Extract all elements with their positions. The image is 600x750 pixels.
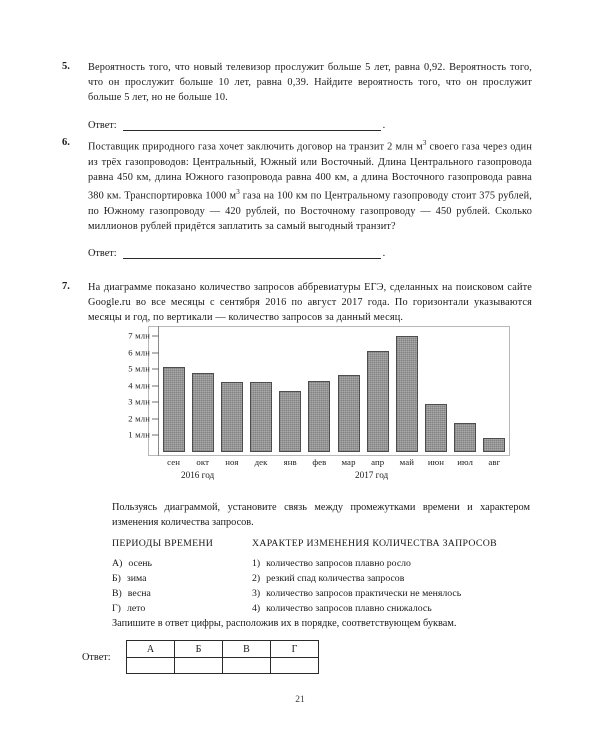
- chart-x-tick-label: авг: [488, 457, 501, 467]
- answer-table-header-cell: Б: [175, 641, 223, 658]
- chart-y-tick-label: 6 млн: [128, 347, 150, 358]
- chart-bar: [367, 351, 389, 452]
- chart-bars: [159, 326, 509, 452]
- matching-period-item-key: А): [112, 558, 123, 569]
- matching-character-item-label: количество запросов практически не менялось: [266, 588, 462, 599]
- problem-6-text-part2: своего газа через один из трёх газопроводов: Центральный, Южный или Восточный. Длина Центрального газопровода равна 450 км, длина Южного газопровода равна 400 км, а длина Восточного газопровода равна 380 км. Транспортировка 1000 м: [88, 141, 532, 202]
- answer-table-value-row: [127, 658, 319, 674]
- chart-bar-cell: [480, 326, 509, 452]
- problem-7-text: На диаграмме показано количество запросов аббревиатуры ЕГЭ, сделанных на поисковом сайте Google.ru во все месяцы с сентября 2016 по август 2017 года. По горизонтали указываются месяцы и год, по вертикали — количество запросов за данный месяц.: [88, 282, 532, 324]
- chart-y-tick-mark: [152, 335, 159, 336]
- matching-character-item-key: 4): [252, 603, 261, 614]
- answer-table-input-cell[interactable]: [223, 658, 271, 674]
- problem-7: [62, 280, 532, 326]
- chart-y-tick-label: 4 млн: [128, 380, 150, 391]
- matching-section: [112, 538, 532, 616]
- problem-7-number: 7.: [62, 281, 70, 292]
- problem-5-text: Вероятность того, что новый телевизор прослужит больше 5 лет, равна 0,92. Вероятность того, что он прослужит больше 10 лет, равна 0,39. Найдите вероятность того, что он прослужит больше 5 лет, но не больше 10.: [88, 62, 532, 104]
- matching-period-item-label: лето: [126, 603, 146, 614]
- matching-period-item-key: Б): [112, 573, 121, 584]
- chart-y-tick-label: 5 млн: [128, 363, 150, 374]
- matching-periods-header: ПЕРИОДЫ ВРЕМЕНИ: [112, 538, 214, 549]
- chart-x-tick-label: апр: [371, 457, 385, 467]
- answer-table-header-row: [127, 641, 319, 658]
- answer-table-header-cell: А: [127, 641, 175, 658]
- matching-character-item-label: количество запросов плавно росло: [266, 558, 411, 569]
- chart-bar: [483, 438, 505, 452]
- chart-x-tick-label: окт: [196, 457, 210, 467]
- answer-table-input-cell[interactable]: [271, 658, 319, 674]
- chart-bar-cell: [305, 326, 334, 452]
- chart-x-axis-labels: [159, 457, 509, 467]
- chart-x-tick-label: май: [399, 457, 415, 467]
- matching-character-item-key: 2): [252, 573, 261, 584]
- chart-x-tick-label: июл: [457, 457, 474, 467]
- chart-bar-cell: [334, 326, 363, 452]
- chart-y-tick-mark: [152, 369, 159, 370]
- matching-character-item: [252, 601, 532, 616]
- problem-6-exponent-2: 3: [236, 188, 240, 197]
- matching-characters-header: ХАРАКТЕР ИЗМЕНЕНИЯ КОЛИЧЕСТВА ЗАПРОСОВ: [252, 538, 497, 549]
- answer-table-input-cell[interactable]: [175, 658, 223, 674]
- matching-character-item-key: 3): [252, 588, 261, 599]
- chart-x-tick-label: дек: [254, 457, 268, 467]
- problem-6-exponent-1: 3: [422, 139, 427, 147]
- problem-5-answer-label: Ответ:: [88, 119, 117, 131]
- chart-y-tick-mark: [152, 435, 159, 436]
- matching-period-item-label: весна: [127, 588, 151, 599]
- problem-6-answer-input[interactable]: [123, 247, 381, 259]
- problem-6-text-part3: газа на 100 км по Центральному газопроводу стоит 375 рублей, по Южному газопроводу — 420 рублей, по Восточному газопроводу — 450 рублей. Сколько миллионов рублей придётся заплатить за самый выгодный транзит?: [88, 190, 532, 232]
- chart-bar: [308, 381, 330, 452]
- chart-y-axis-labels: [110, 330, 150, 454]
- chart-year-label-2016: 2016 год: [181, 470, 215, 480]
- problem-7-answer-label: Ответ:: [82, 651, 111, 663]
- matching-period-item: [112, 601, 252, 616]
- answer-table: [126, 640, 319, 674]
- problem-5-answer-period: .: [382, 119, 386, 131]
- matching-character-item-key: 1): [252, 558, 261, 569]
- problem-6-text: [88, 136, 532, 234]
- chart-y-tick-mark: [152, 385, 159, 386]
- matching-character-item: [252, 556, 532, 571]
- chart-y-tick-label: 1 млн: [128, 429, 150, 440]
- chart-bar: [454, 423, 476, 452]
- chart-y-tick-label: 3 млн: [128, 396, 150, 407]
- chart-bar: [425, 404, 447, 452]
- answer-table-header-cell: Г: [271, 641, 319, 658]
- matching-period-item-key: Г): [112, 603, 121, 614]
- chart-x-tick-label: ноя: [225, 457, 239, 467]
- chart-x-tick-label: июн: [427, 457, 445, 467]
- problem-5-answer-row: [88, 119, 532, 131]
- chart-bar-cell: [188, 326, 217, 452]
- matching-character-item: [252, 586, 532, 601]
- matching-period-item-key: В): [112, 588, 122, 599]
- matching-period-item-label: осень: [128, 558, 153, 569]
- answer-table-header-cell: В: [223, 641, 271, 658]
- chart-bar: [163, 367, 185, 452]
- problem-6-answer-row: [88, 247, 532, 259]
- chart-y-tick-mark: [152, 418, 159, 419]
- problem-5: [62, 60, 532, 131]
- matching-characters-column: [252, 538, 532, 616]
- chart-y-tick-mark: [152, 402, 159, 403]
- chart-bar: [338, 375, 360, 452]
- chart-x-tick-label: сен: [167, 457, 181, 467]
- matching-period-item: [112, 556, 252, 571]
- chart-x-tick-label: мар: [341, 457, 356, 467]
- matching-character-item-label: резкий спад количества запросов: [266, 573, 405, 584]
- problem-6: [62, 136, 532, 259]
- chart-bar-cell: [392, 326, 421, 452]
- chart-x-tick-label: фев: [312, 457, 327, 467]
- matching-periods-column: [112, 538, 252, 616]
- chart-year-label-2017: 2017 год: [355, 470, 389, 480]
- problem-7-below-chart-text: Пользуясь диаграммой, установите связь между промежутками времени и характером изменения количества запросов.: [112, 502, 530, 529]
- matching-character-item-label: количество запросов плавно снижалось: [266, 603, 432, 614]
- chart-bar: [250, 382, 272, 452]
- chart-bar-cell: [276, 326, 305, 452]
- matching-period-item-label: зима: [126, 573, 147, 584]
- problem-6-answer-period: .: [382, 248, 386, 260]
- chart-bar: [279, 391, 301, 452]
- matching-character-item: [252, 571, 532, 586]
- problem-7-answer-block: [62, 640, 319, 674]
- problem-7-instruction: Запишите в ответ цифры, расположив их в порядке, соответствующем буквам.: [112, 618, 457, 629]
- chart-x-tick-label: янв: [283, 457, 297, 467]
- problem-5-number: 5.: [62, 61, 70, 72]
- chart-y-tick-mark: [152, 352, 159, 353]
- problem-6-answer-label: Ответ:: [88, 248, 117, 260]
- problem-6-number: 6.: [62, 137, 70, 148]
- chart-bar-cell: [421, 326, 450, 452]
- chart-bar-cell: [159, 326, 188, 452]
- chart-bar: [192, 373, 214, 452]
- chart-bar-cell: [247, 326, 276, 452]
- chart-bar-cell: [363, 326, 392, 452]
- chart-bar-cell: [451, 326, 480, 452]
- chart-bar-cell: [217, 326, 246, 452]
- problem-6-text-part1: Поставщик природного газа хочет заключить договор на транзит 2 млн м: [88, 141, 423, 153]
- matching-period-item: [112, 571, 252, 586]
- chart-y-tick-label: 7 млн: [128, 330, 150, 341]
- answer-table-input-cell[interactable]: [127, 658, 175, 674]
- problem-5-answer-input[interactable]: [123, 119, 381, 131]
- matching-period-item: [112, 586, 252, 601]
- page-number: 21: [295, 695, 305, 705]
- chart-bar: [396, 336, 418, 452]
- search-queries-bar-chart: [110, 330, 510, 488]
- chart-bar: [221, 382, 243, 452]
- chart-y-tick-label: 2 млн: [128, 413, 150, 424]
